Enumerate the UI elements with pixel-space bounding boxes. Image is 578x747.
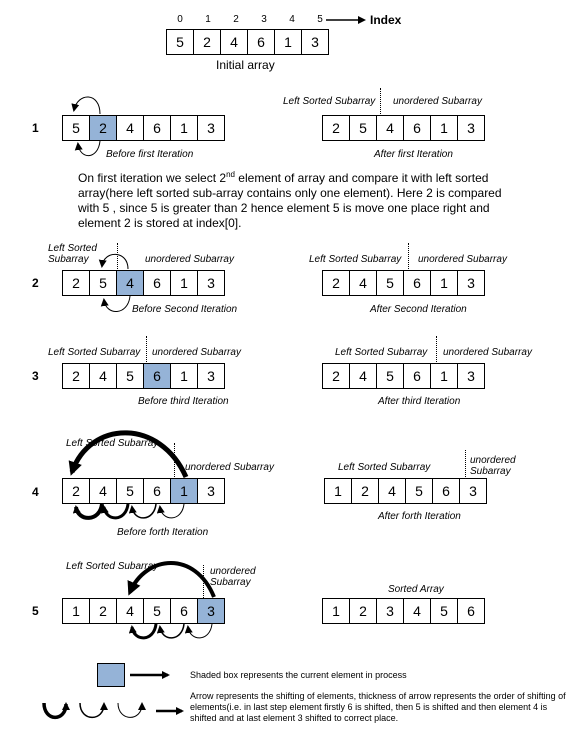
curved-arrow-icon — [160, 504, 184, 518]
array-cell: 5 — [430, 598, 458, 624]
thick-curved-arrow-icon — [130, 563, 214, 597]
array-cell: 2 — [351, 478, 379, 504]
array-cell: 5 — [376, 363, 404, 389]
unordered-label: unordered Subarray — [393, 96, 482, 107]
array-cell: 5 — [143, 598, 171, 624]
step-number: 2 — [32, 276, 39, 290]
array-cell: 1 — [170, 115, 198, 141]
array-cell: 1 — [274, 29, 302, 55]
array-cell: 1 — [170, 270, 198, 296]
curved-arrow-icon — [188, 624, 212, 638]
index-label: 2 — [233, 14, 239, 25]
left-sorted-label: Left Sorted Subarray — [283, 96, 376, 107]
index-label: 4 — [289, 14, 295, 25]
unordered-label: unordered Subarray — [210, 566, 256, 588]
array-cell: 4 — [349, 270, 377, 296]
array-cell: 4 — [116, 115, 144, 141]
before-caption: Before forth Iteration — [117, 527, 209, 538]
step-number: 1 — [32, 121, 39, 135]
explanation-prefix: On first iteration we select 2 — [78, 171, 227, 185]
current-cell: 1 — [170, 478, 198, 504]
curved-arrow-icon — [104, 296, 130, 312]
initial-array-caption: Initial array — [216, 58, 275, 72]
array-cell: 5 — [405, 478, 433, 504]
before-caption: Before third Iteration — [138, 396, 229, 407]
array-cell: 4 — [89, 363, 117, 389]
array-cell: 2 — [89, 598, 117, 624]
legend-arrows-text: Arrow represents the shifting of elements, thickness of arrow represents the order of shifting of elements(i.e. in last step element firstly 6 is shifted, then 5 is shifted and then element 4 is shifted and at last element 3 shifted to correct place. — [190, 691, 566, 723]
index-title: Index — [370, 13, 402, 27]
unordered-label: unordered Subarray — [470, 455, 516, 477]
step-number: 5 — [32, 604, 39, 618]
array-cell: 5 — [62, 115, 90, 141]
array-cell: 3 — [197, 363, 225, 389]
array-cell: 2 — [322, 270, 350, 296]
array-cell: 1 — [170, 363, 198, 389]
after-caption: After Second Iteration — [370, 304, 467, 315]
before-caption: Before Second Iteration — [132, 304, 238, 315]
index-label: 3 — [261, 14, 267, 25]
array-cell: 3 — [197, 270, 225, 296]
array-cell: 6 — [457, 598, 485, 624]
unordered-label: unordered Subarray — [185, 462, 274, 473]
legend-curve-icon — [118, 703, 142, 717]
array-cell: 4 — [376, 115, 404, 141]
explanation-rest: element of array and compare it with left sorted array(here left sorted sub-array contains only one element). Here 2 is compared with 5 , since 5 is greater than 2 hence element 5 is move one place right and element 2 is stored at index[0]. — [78, 171, 502, 230]
current-cell: 6 — [143, 363, 171, 389]
curved-arrow-icon — [76, 504, 102, 518]
array-cell: 4 — [378, 478, 406, 504]
array-cell: 5 — [116, 363, 144, 389]
array-cell: 3 — [301, 29, 329, 55]
curved-arrow-icon — [74, 97, 100, 114]
array-cell: 6 — [403, 270, 431, 296]
curved-arrow-icon — [102, 254, 128, 269]
array-cell: 4 — [403, 598, 431, 624]
after-caption: After third Iteration — [378, 396, 461, 407]
left-sorted-label: Left Sorted Subarray — [335, 347, 428, 358]
unordered-label: unordered Subarray — [152, 347, 241, 358]
array-cell: 2 — [62, 363, 90, 389]
array-cell: 1 — [324, 478, 352, 504]
array-cell: 3 — [376, 598, 404, 624]
thick-curved-arrow-icon — [72, 433, 186, 477]
current-cell: 2 — [89, 115, 117, 141]
array-cell: 1 — [62, 598, 90, 624]
unordered-label: unordered Subarray — [145, 254, 234, 265]
after-caption: After first Iteration — [374, 149, 453, 160]
array-cell: 2 — [322, 363, 350, 389]
array-cell: 6 — [143, 115, 171, 141]
curved-arrow-icon — [132, 504, 156, 518]
curved-arrow-icon — [104, 504, 128, 518]
array-cell: 6 — [403, 115, 431, 141]
array-cell: 3 — [457, 270, 485, 296]
array-cell: 6 — [170, 598, 198, 624]
step-number: 3 — [32, 369, 39, 383]
unordered-label: unordered Subarray — [418, 254, 507, 265]
array-cell: 5 — [116, 478, 144, 504]
array-cell: 2 — [62, 270, 90, 296]
curved-arrow-icon — [132, 624, 156, 638]
array-cell: 3 — [457, 115, 485, 141]
array-cell: 5 — [166, 29, 194, 55]
legend-thick-curve-icon — [44, 703, 66, 717]
current-cell: 3 — [197, 598, 225, 624]
legend-curve-icon — [80, 703, 104, 717]
explanation-sup: nd — [226, 170, 235, 179]
array-cell: 6 — [143, 478, 171, 504]
array-cell: 6 — [403, 363, 431, 389]
array-cell: 1 — [430, 115, 458, 141]
array-cell: 2 — [62, 478, 90, 504]
sorted-array-title: Sorted Array — [388, 584, 444, 595]
array-cell: 2 — [322, 115, 350, 141]
left-sorted-label: Left Sorted Subarray — [66, 561, 159, 572]
left-sorted-label: Left Sorted Subarray — [309, 254, 402, 265]
after-caption: After forth Iteration — [378, 511, 461, 522]
array-cell: 1 — [430, 270, 458, 296]
array-cell: 4 — [116, 598, 144, 624]
array-cell: 1 — [430, 363, 458, 389]
array-cell: 6 — [432, 478, 460, 504]
index-label: 5 — [317, 14, 323, 25]
array-cell: 5 — [89, 270, 117, 296]
curved-arrow-icon — [160, 624, 184, 638]
current-cell: 4 — [116, 270, 144, 296]
array-cell: 3 — [459, 478, 487, 504]
index-label: 0 — [177, 14, 183, 25]
array-cell: 6 — [143, 270, 171, 296]
left-sorted-label: Left Sorted Subarray — [338, 462, 431, 473]
array-cell: 2 — [193, 29, 221, 55]
left-sorted-label: Left Sorted Subarray — [48, 347, 141, 358]
left-sorted-label: Left Sorted Subarray — [66, 438, 159, 449]
array-cell: 4 — [220, 29, 248, 55]
curved-arrow-icon — [78, 141, 100, 156]
array-cell: 1 — [322, 598, 350, 624]
array-cell: 3 — [197, 478, 225, 504]
step-number: 4 — [32, 485, 39, 499]
unordered-label: unordered Subarray — [443, 347, 532, 358]
index-label: 1 — [205, 14, 211, 25]
array-cell: 5 — [349, 115, 377, 141]
legend-shaded-text: Shaded box represents the current element in process — [190, 670, 407, 680]
array-cell: 3 — [197, 115, 225, 141]
array-cell: 4 — [89, 478, 117, 504]
array-cell: 2 — [349, 598, 377, 624]
array-cell: 5 — [376, 270, 404, 296]
array-cell: 3 — [457, 363, 485, 389]
array-cell: 4 — [349, 363, 377, 389]
before-caption: Before first Iteration — [106, 149, 194, 160]
left-sorted-label: Left Sorted Subarray — [48, 243, 97, 265]
array-cell: 6 — [247, 29, 275, 55]
